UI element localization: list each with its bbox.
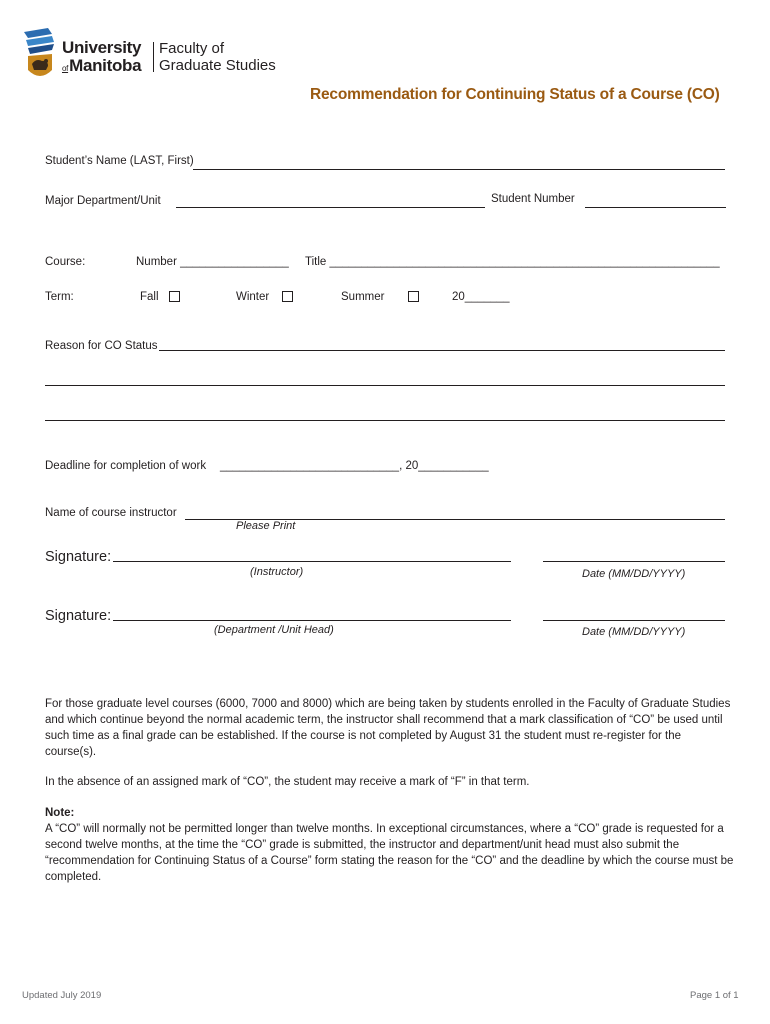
dept-head-date-caption: Date (MM/DD/YYYY) [582,626,686,638]
instructor-signature-field[interactable] [113,561,511,562]
instructor-signature-label: Signature: [45,549,112,565]
summer-checkbox[interactable] [408,291,419,302]
updated-date: Updated July 2019 [22,990,102,1001]
student-number-field[interactable] [585,207,726,208]
summer-label: Summer [341,291,385,303]
logo-of-text: of [62,64,69,73]
fall-label: Fall [140,291,159,303]
dept-head-date-field[interactable] [543,620,725,621]
dept-head-signature-label: Signature: [45,608,112,624]
instructor-date-field[interactable] [543,561,725,562]
year-field[interactable]: 20_______ [452,291,510,303]
logo-graduate-studies-text: Graduate Studies [159,57,276,74]
deadline-field[interactable]: ____________________________, 20___________ [220,460,489,472]
student-number-label: Student Number [491,193,575,205]
please-print-caption: Please Print [236,520,296,532]
page-number: Page 1 of 1 [690,990,739,1001]
reason-field-line-1[interactable] [159,350,725,351]
term-label: Term: [45,291,74,303]
instructor-name-label: Name of course instructor [45,507,177,519]
university-logo [22,28,277,84]
policy-paragraph: For those graduate level courses (6000, 7000 and 8000) which are being taken by students enrolled in the Faculty of Graduate Studies and which continue beyond the normal academic term, the instructor shall recommend that a mark classification of “CO” be used until such time as a final grade can be established. If the course is not completed by August 31 the student must re-register for the course(s). [45,698,731,758]
instructor-caption: (Instructor) [250,566,304,578]
winter-checkbox[interactable] [282,291,293,302]
course-label: Course: [45,256,86,268]
note-heading: Note: [45,807,75,819]
logo-manitoba-word: Manitoba [69,56,142,75]
note-section [45,805,735,885]
course-number-field[interactable]: Number _________________ [136,256,289,268]
instructor-date-caption: Date (MM/DD/YYYY) [582,568,686,580]
note-text: A “CO” will normally not be permitted longer than twelve months. In exceptional circumstances, where a “CO” grade is requested for a second twelve months, at the time the “CO” grade is submitted, the instructor and department/unit head must also submit the “recommendation for Continuing Status of a Course” form stating the reason for the “CO” and the deadline by which the course must be completed. [45,823,734,883]
deadline-label: Deadline for completion of work [45,460,207,472]
student-name-label: Student’s Name (LAST, First) [45,155,194,167]
logo-divider [153,42,154,72]
student-name-field[interactable] [193,169,725,170]
logo-faculty-text: Faculty of [159,40,225,57]
dept-head-caption: (Department /Unit Head) [214,624,334,636]
logo-university-text: University [62,38,142,57]
winter-label: Winter [236,291,270,303]
reason-field-line-3[interactable] [45,420,725,421]
logo-manitoba-text [62,57,141,77]
course-title-field[interactable]: Title _____________________________________________________________ [305,256,720,268]
major-department-label: Major Department/Unit [45,195,161,207]
reason-field-line-2[interactable] [45,385,725,386]
reason-label: Reason for CO Status [45,340,158,352]
absence-paragraph: In the absence of an assigned mark of “CO”, the student may receive a mark of “F” in that term. [45,776,530,788]
dept-head-signature-field[interactable] [113,620,511,621]
crest-icon [22,28,58,84]
fall-checkbox[interactable] [169,291,180,302]
major-department-field[interactable] [176,207,485,208]
form-title: Recommendation for Continuing Status of a Course (CO) [310,86,720,103]
